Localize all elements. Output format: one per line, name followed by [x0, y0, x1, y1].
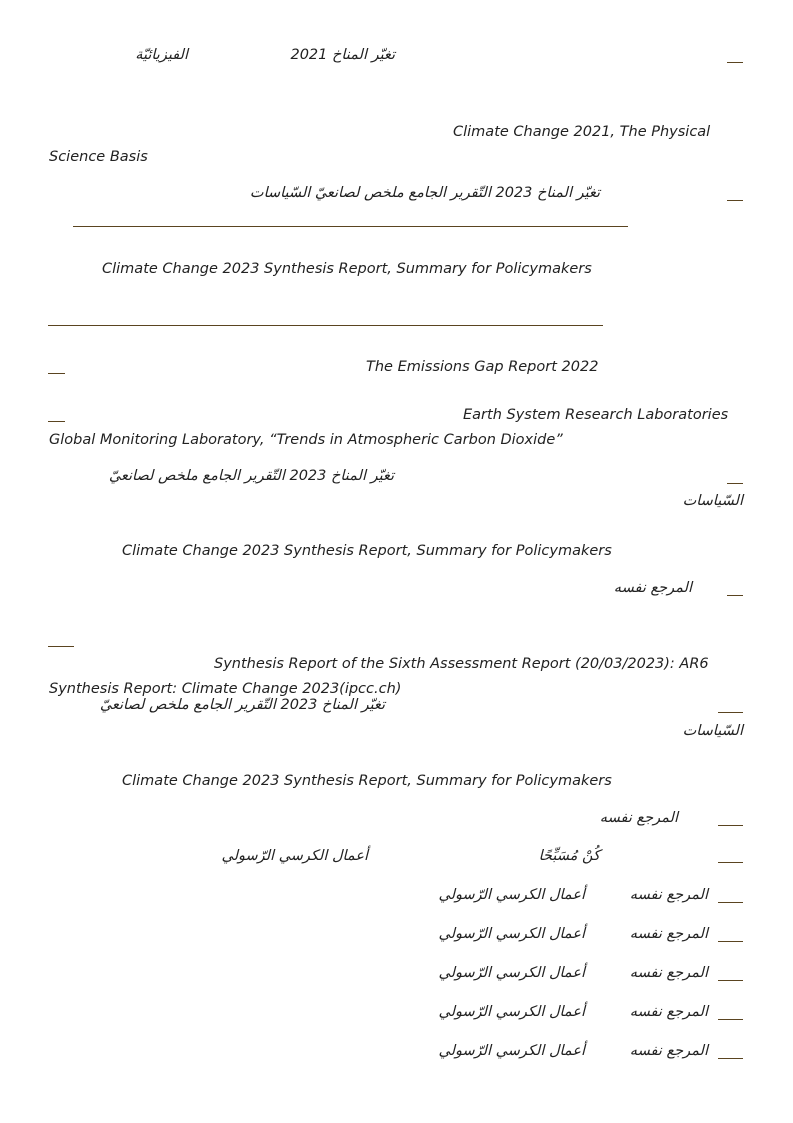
footnote-english-text: Earth System Research Laboratories — [463, 407, 729, 423]
footnote-text: أعمال الكرسي الرّسولي — [438, 926, 585, 942]
footnote-marker — [718, 862, 743, 863]
footnote-text: المرجع نفسه — [613, 580, 692, 596]
footnote-marker — [727, 62, 743, 63]
footnote-text: تغيّر المناخ 2023 التّقرير الجامع ملخص لصانعيّ — [108, 468, 394, 484]
footnote-text: أعمال الكرسي الرّسولي — [438, 965, 585, 981]
footnote-english-text: Synthesis Report: Climate Change 2023(ipcc.ch) — [49, 681, 402, 697]
footnote-text: تغيّر المناخ 2023 التّقرير الجامع ملخص لصانعيّ — [99, 697, 385, 713]
footnote-english-text: The Emissions Gap Report 2022 — [366, 359, 599, 375]
footnote-text: المرجع نفسه — [629, 887, 708, 903]
footnote-english-text: Climate Change 2023 Synthesis Report, Summary for Policymakers — [122, 543, 612, 559]
footnote-marker — [718, 825, 743, 826]
footnote-text: تغيّر المناخ 2021 — [290, 47, 395, 63]
footnote-text: السّياسات — [682, 723, 743, 739]
footnote-text: كُنْ مُسَبِّحًا — [538, 848, 600, 864]
footnote-text: تغيّر المناخ 2023 التّقرير الجامع ملخص لصانعيّ السّياسات — [249, 185, 600, 201]
footnote-english-text: Climate Change 2023 Synthesis Report, Summary for Policymakers — [122, 773, 612, 789]
footnote-english-text: Climate Change 2023 Synthesis Report, Summary for Policymakers — [102, 261, 592, 277]
footnote-text: المرجع نفسه — [629, 1043, 708, 1059]
footnote-marker — [727, 200, 743, 201]
footnote-marker — [718, 941, 743, 942]
footnote-english-text: Climate Change 2021, The Physical — [453, 124, 711, 140]
footnote-english-text: Science Basis — [49, 149, 148, 165]
footnote-marker — [727, 483, 743, 484]
footnote-text: المرجع نفسه — [629, 1004, 708, 1020]
separator-line — [73, 226, 628, 227]
footnote-marker — [718, 1019, 743, 1020]
footnote-text: المرجع نفسه — [629, 965, 708, 981]
footnote-text: المرجع نفسه — [599, 810, 678, 826]
footnote-english-text: Synthesis Report of the Sixth Assessment Report (20/03/2023): AR6 — [214, 656, 709, 672]
footnote-marker — [718, 980, 743, 981]
footnote-text: السّياسات — [682, 493, 743, 509]
footnote-marker — [48, 646, 74, 647]
separator-line — [48, 325, 603, 326]
footnote-marker — [48, 373, 65, 374]
footnote-text: أعمال الكرسي الرّسولي — [438, 1004, 585, 1020]
footnote-marker — [718, 902, 743, 903]
footnote-marker — [718, 1058, 743, 1059]
footnote-marker — [727, 595, 743, 596]
footnote-english-text: Global Monitoring Laboratory, “Trends in Atmospheric Carbon Dioxide” — [49, 432, 563, 448]
footnote-text: المرجع نفسه — [629, 926, 708, 942]
footnote-text: أعمال الكرسي الرّسولي — [438, 887, 585, 903]
footnote-marker — [718, 712, 743, 713]
footnote-text: أعمال الكرسي الرّسولي — [221, 848, 368, 864]
footnote-text: الفيزيائيّة — [135, 47, 188, 63]
footnote-text: أعمال الكرسي الرّسولي — [438, 1043, 585, 1059]
footnote-marker — [48, 421, 65, 422]
